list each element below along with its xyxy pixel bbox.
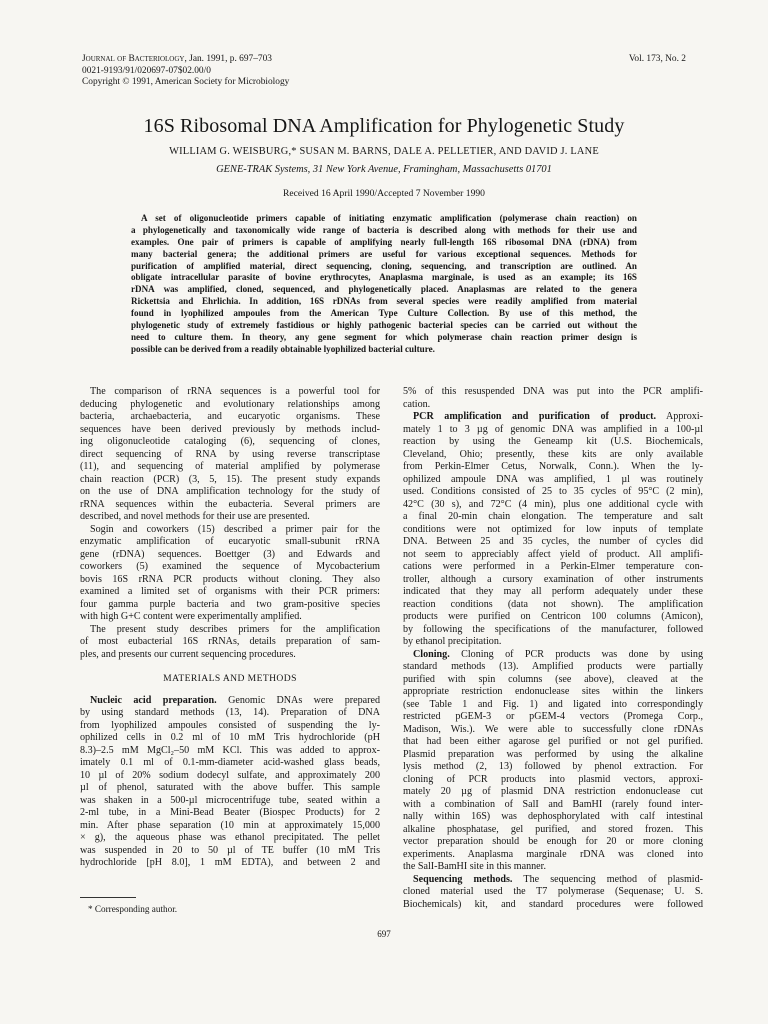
journal-citation <box>82 54 289 66</box>
text-line: imately 0.1 ml of 0.1-mm-diameter acid-washed glass beads, <box>80 757 380 768</box>
text-line: that had been either agarose gel purified or not gel purified. <box>403 736 703 747</box>
text-line: Rickettsia and Ehrlichia. In addition, 16S rDNAs from several species were readily amplified from material <box>131 296 637 307</box>
text-line: alkaline phosphatase, gel purified, and stored frozen. This <box>403 823 703 835</box>
text-line: (11), and sequencing of material amplified by polymerase <box>80 461 380 472</box>
received-dates: Received 16 April 1990/Accepted 7 November 1990 <box>283 188 485 199</box>
text-line: found in lyophilized ampoules from the American Type Culture Collection. By use of this method, the <box>131 308 637 319</box>
text-line: restricted pGEM-3 or pGEM-4 vectors (Promega Corp., <box>403 711 703 722</box>
text-line: from lyophilized ampoules consisted of suspending the ly- <box>80 719 380 731</box>
text-line: ophilized ampoule DNA was amplified, 1 µl was routinely <box>403 473 703 485</box>
text-line: The comparison of rRNA sequences is a powerful tool for <box>90 386 380 397</box>
text-line: not seem to appreciably affect yield of product. All amplifi- <box>403 548 703 560</box>
journal-name: Journal of Bacteriology <box>82 54 185 64</box>
text-line: coworkers (5) examined the sequence of Mycobacterium <box>80 561 380 572</box>
text-line: hydrochloride [pH 8.0], 1 mM EDTA), and between 2 and <box>80 857 380 868</box>
text-line: conditions were not optimized for low inputs of template <box>403 523 703 535</box>
right-column <box>403 386 703 911</box>
text-line: reaction by using the Geneamp kit (U.S. Biochemicals, <box>403 436 703 447</box>
text-line: cation. <box>403 398 431 410</box>
text-line: 42°C (30 s), and 72°C (4 min), plus one additional cycle with <box>403 498 703 510</box>
text-line: purified with spin columns (see above), cleaved at the <box>403 673 703 685</box>
page-number: 697 <box>377 929 391 939</box>
text-line: with a combination of SalI and BamHI (rarely found inter- <box>403 798 703 810</box>
text-line: 5% of this resuspended DNA was put into the PCR amplifi- <box>403 386 703 397</box>
text-line: examples. One pair of primers is capable of amplifying nearly full-length 16S ribosomal DNA (rDNA) from <box>131 236 637 247</box>
text-line: Madison, Wis.). We were able to successfully clone rDNAs <box>403 723 703 735</box>
text-line: obligate intracellular parasite of bovine erythrocytes, Anaplasma marginale, is used as an example; its 16S <box>131 272 637 283</box>
text-line: used. Conditions consisted of 25 to 35 cycles of 95°C (2 min), <box>403 486 703 497</box>
text-line: cloned material used the T7 polymerase (Sequenase; U. S. <box>403 886 703 897</box>
text-line: was suspended in 20 to 50 µl of TE buffer (10 mM Tris <box>80 844 380 856</box>
text-line: by following the specifications of the manufacturer, followed <box>403 623 703 635</box>
text-line: 2-ml tube, in a Mini-Bead Beater (Biospec Products) for 2 <box>80 807 380 818</box>
section-heading: MATERIALS AND METHODS <box>163 673 297 684</box>
author-list: WILLIAM G. WEISBURG,* SUSAN M. BARNS, DALE A. PELLETIER, AND DAVID J. LANE <box>169 146 599 157</box>
text-line: bovis 16S rRNA PCR products without cloning. They also <box>80 573 380 585</box>
text-line: possible can be derived from a readily obtainable lyophilized bacterial culture. <box>131 343 435 354</box>
left-column <box>80 386 380 870</box>
text-line: experiments. Anaplasma marginale rDNA was cloned into <box>403 848 703 860</box>
text-line: ing oligonucleotide cataloging (6), sequencing of clones, <box>80 436 380 447</box>
abstract <box>131 213 637 356</box>
text-line: Sogin and coworkers (15) described a primer pair for the <box>90 523 380 535</box>
text-line: troller, although a cursory examination of other instruments <box>403 573 703 585</box>
journal-header <box>82 54 289 89</box>
text-line: a final 20-min chain elongation. The temperature and salt <box>403 511 703 522</box>
text-line: min. After phase separation (10 min at approximately 15,000 <box>80 819 380 831</box>
run-in-heading: Sequencing methods. <box>413 873 513 885</box>
run-in-heading: Cloning. <box>413 648 450 660</box>
footnote: * Corresponding author. <box>88 904 178 914</box>
text-line: from Perkin-Elmer Cetus, Norwalk, Conn.). When the ly- <box>403 461 703 472</box>
text-line: of most eubacterial 16S rRNAs, details preparation of sam- <box>80 636 380 647</box>
text-line: phylogenetic study of extremely fastidious or highly pathogenic bacterial species can be carried out without the <box>131 320 637 331</box>
paragraph-first-line <box>403 874 703 887</box>
run-in-heading: PCR amplification and purification of product. <box>413 411 656 422</box>
text-line: Biochemicals) kit, and standard procedures were followed <box>403 898 703 910</box>
text-line: bacteria, archaebacteria, and eucaryotic organisms. These <box>80 411 380 422</box>
text-line: µl of phenol, saturated with the above buffer. This sample <box>80 782 380 793</box>
run-in-heading: Nucleic acid preparation. <box>90 694 217 706</box>
text-line: rDNA was amplified, cloned, sequenced, and phylogenetically placed. Anaplasmas are related to the genera <box>131 284 637 295</box>
text-line: 8.3)–2.5 mM MgCl₂–50 mM KCl. This was added to approx- <box>80 744 380 756</box>
text-line: indicated that they may all perform adequately under these <box>403 586 703 597</box>
paragraph-first-line <box>80 695 380 708</box>
text-line: by ethanol precipitation. <box>403 636 502 647</box>
text-line: cloning of PCR products into plasmid vectors, approxi- <box>403 773 703 785</box>
text-line: products were purified on Centricon 100 columns (Amicon), <box>403 611 703 622</box>
text-line: sequences have been derived previously by methods includ- <box>80 423 380 435</box>
text-line: Plasmid preparation was performed by using the alkaline <box>403 748 703 760</box>
paragraph-first-line <box>403 411 703 424</box>
text-line: cations were performed in a Perkin-Elmer temperature con- <box>403 561 703 572</box>
text-line: a phylogenetically and taxonomically wide range of bacteria is described along with methods for their use and <box>131 224 637 235</box>
text-line: on the use of DNA amplification technology for the study of <box>80 486 380 497</box>
continued-paragraph <box>403 386 703 411</box>
text-line: chain reaction (PCR) (3, 5, 15). The present study expands <box>80 473 380 485</box>
text-line: ples, and presents our current sequencing procedures. <box>80 648 296 660</box>
text-line: deducing phylogenetic and evolutionary relationships among <box>80 398 380 410</box>
footnote-rule <box>80 897 136 898</box>
article-title: 16S Ribosomal DNA Amplification for Phylogenetic Study <box>143 115 625 137</box>
introduction <box>80 386 380 661</box>
text-line: was shaken in a 500-µl microcentrifuge tube, seated within a <box>80 794 380 806</box>
text-line: appropriate restriction endonuclease sites within the linkers <box>403 686 703 697</box>
text-line: four gamma purple bacteria and two gram-positive species <box>80 598 380 610</box>
text-line: Cleveland, Ohio; presently, these kits are only available <box>403 448 703 460</box>
paragraph-text: Approxi- <box>655 411 703 422</box>
affiliation: GENE-TRAK Systems, 31 New York Avenue, Framingham, Massachusetts 01701 <box>216 164 552 175</box>
text-line: (see Table 1 and Fig. 1) and ligated into correspondingly <box>403 698 703 710</box>
pcr-paragraph <box>403 424 703 649</box>
text-line: 10 µl of 20% sodium dodecyl sulfate, and approximately 200 <box>80 769 380 781</box>
text-line: with high G+C content were experimentally amplified. <box>80 611 302 622</box>
copyright-line: Copyright © 1991, American Society for Microbiology <box>82 77 290 88</box>
text-line: direct sequencing of RNA by using reverse transcriptase <box>80 448 380 460</box>
text-line: reaction conditions (data not shown). The amplification <box>403 598 703 610</box>
text-line: A set of oligonucleotide primers capable of initiating enzymatic amplification (polymerase chain reaction) on <box>141 213 637 223</box>
volume-label: Vol. 173, No. 2 <box>628 54 686 64</box>
text-line: enzymatic amplification of eucaryotic small-subunit rRNA <box>80 536 380 547</box>
text-line: the SalI-BamHI site in this manner. <box>403 861 546 872</box>
text-line: gene (rDNA) sequences. Boettger (3) and Edwards and <box>80 548 380 560</box>
paragraph-text: The sequencing method of plasmid- <box>512 873 703 885</box>
text-line: nally within 16S) was dephosphorylated with calf intestinal <box>403 811 703 822</box>
text-line: by using standard methods (13, 14). Preparation of DNA <box>80 707 380 718</box>
text-line: vector preparation should be enough for 20 or more cloning <box>403 836 703 847</box>
text-line: mately 20 µg of plasmid DNA restriction endonuclease cut <box>403 786 703 797</box>
text-line: ophilized cells in 0.2 ml of 10 mM Tris hydrochloride (pH <box>80 732 380 743</box>
text-line: examined a limited set of organisms with their PCR primers: <box>80 586 380 597</box>
text-line: purification of amplified material, direct sequencing, cloning, sequencing, and transcription are outlined. An <box>131 260 637 271</box>
text-line: × g), the aqueous phase was ethanol precipitated. The pellet <box>80 832 380 843</box>
text-line: rRNA sequences within the eubacteria. Several primers are <box>80 498 380 510</box>
journal-issue: , Jan. 1991, p. 697–703 <box>184 54 272 64</box>
paragraph-text: Cloning of PCR products was done by using <box>449 648 703 660</box>
text-line: need to culture them. In theory, any gene segment for which polymerase chain reaction primer design is <box>131 331 637 342</box>
text-line: many bacterial genera; the additional primers are useful for various exceptional sequences. Methods for <box>131 248 637 259</box>
article-code: 0021-9193/91/020697-07$02.00/0 <box>82 65 211 76</box>
text-line: mately 1 to 3 µg of genomic DNA was amplified in a 100-µl <box>403 423 703 435</box>
cloning-paragraph <box>403 661 703 874</box>
paragraph-first-line <box>403 649 703 662</box>
text-line: DNA. Between 25 and 35 cycles, the number of cycles did <box>403 536 703 547</box>
paragraph-text: Genomic DNAs were prepared <box>216 694 380 706</box>
text-line: The present study describes primers for the amplification <box>90 623 380 635</box>
sequencing-paragraph <box>403 886 703 911</box>
text-line: described, and novel methods for their use are presented. <box>80 511 310 522</box>
nucleic-acid-paragraph <box>80 707 380 870</box>
text-line: lysis method (2, 13) followed by phenol extraction. For <box>403 761 703 772</box>
text-line: standard methods (13). Amplified products were partially <box>403 661 703 672</box>
